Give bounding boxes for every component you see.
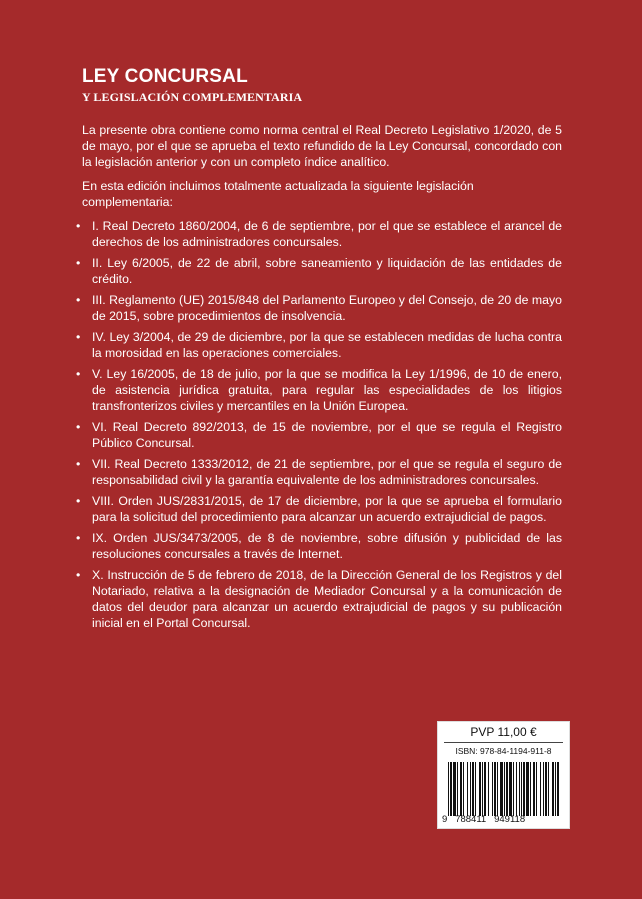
legislation-item <box>76 292 562 324</box>
back-cover-text <box>76 122 562 636</box>
intro-paragraph: La presente obra contiene como norma central el Real Decreto Legislativo 1/2020, de 5 de mayo, por el que se aprueba el texto refundido de la Ley Concursal, concordado con la legislación anterior y con un completo índice analítico. <box>82 123 562 169</box>
bullet-icon: • <box>76 568 81 582</box>
bullet-icon: • <box>76 330 81 344</box>
legislation-item <box>76 329 562 361</box>
legislation-item <box>76 419 562 451</box>
bullet-icon: • <box>76 420 81 434</box>
legislation-item-text: V. Ley 16/2005, de 18 de julio, por la que se modifica la Ley 1/1996, de 10 de enero, de asistencia jurídica gratuita, para regular las especialidades de los litigios transfronterizos civiles y mercantiles en la Unión Europea. <box>92 367 562 413</box>
legislation-item-text: X. Instrucción de 5 de febrero de 2018, de la Dirección General de los Registros y del Notariado, relativa a la designación de Mediador Concursal y a la comunicación de datos del deudor para alcanzar un acuerdo extrajudicial de pagos y su publicación inicial en el Portal Concursal. <box>92 568 562 630</box>
legislation-item-text: IV. Ley 3/2004, de 29 de diciembre, por la que se establecen medidas de lucha contra la morosidad en las operaciones comerciales. <box>92 330 562 360</box>
barcode-icon <box>446 762 563 816</box>
bullet-icon: • <box>76 293 81 307</box>
legislation-item <box>76 530 562 562</box>
legislation-item <box>76 255 562 287</box>
legislation-item <box>76 493 562 525</box>
price-divider <box>444 742 563 743</box>
legislation-item <box>76 218 562 250</box>
bullet-icon: • <box>76 457 81 471</box>
legislation-item-text: III. Reglamento (UE) 2015/848 del Parlamento Europeo y del Consejo, de 20 de mayo de 2015, sobre procedimientos de insolvencia. <box>92 293 562 323</box>
price-label: PVP 11,00 € <box>470 725 537 739</box>
legislation-list <box>76 218 562 631</box>
legislation-item <box>76 456 562 488</box>
legislation-item <box>76 567 562 631</box>
legislation-item-text: VIII. Orden JUS/2831/2015, de 17 de diciembre, por la que se aprueba el formulario para la solicitud del procedimiento para alcanzar un acuerdo extrajudicial de pagos. <box>92 494 562 524</box>
legislation-item-text: II. Ley 6/2005, de 22 de abril, sobre saneamiento y liquidación de las entidades de crédito. <box>92 256 562 286</box>
legislation-item-text: VI. Real Decreto 892/2013, de 15 de noviembre, por el que se regula el Registro Público Concursal. <box>92 420 562 450</box>
book-subtitle: Y LEGISLACIÓN COMPLEMENTARIA <box>82 90 303 104</box>
barcode-digits: 9 788411 949118 <box>442 814 526 825</box>
legislation-item-text: I. Real Decreto 1860/2004, de 6 de septiembre, por el que se establece el arancel de derechos de los administradores concursales. <box>92 219 562 249</box>
bullet-icon: • <box>76 367 81 381</box>
price-barcode-box <box>437 721 570 829</box>
bullet-icon: • <box>76 219 81 233</box>
lead-paragraph: En esta edición incluimos totalmente actualizada la siguiente legislación complementaria: <box>82 179 474 209</box>
bullet-icon: • <box>76 256 81 270</box>
bullet-icon: • <box>76 531 81 545</box>
isbn-label: ISBN: 978-84-1194-911-8 <box>455 746 552 756</box>
legislation-item-text: IX. Orden JUS/3473/2005, de 8 de noviembre, sobre difusión y publicidad de las resoluciones concursales a través de Internet. <box>92 531 562 561</box>
legislation-item-text: VII. Real Decreto 1333/2012, de 21 de septiembre, por el que se regula el seguro de responsabilidad civil y la garantía equivalente de los administradores concursales. <box>92 457 562 487</box>
bullet-icon: • <box>76 494 81 508</box>
book-title: LEY CONCURSAL <box>82 66 248 87</box>
legislation-item <box>76 366 562 414</box>
